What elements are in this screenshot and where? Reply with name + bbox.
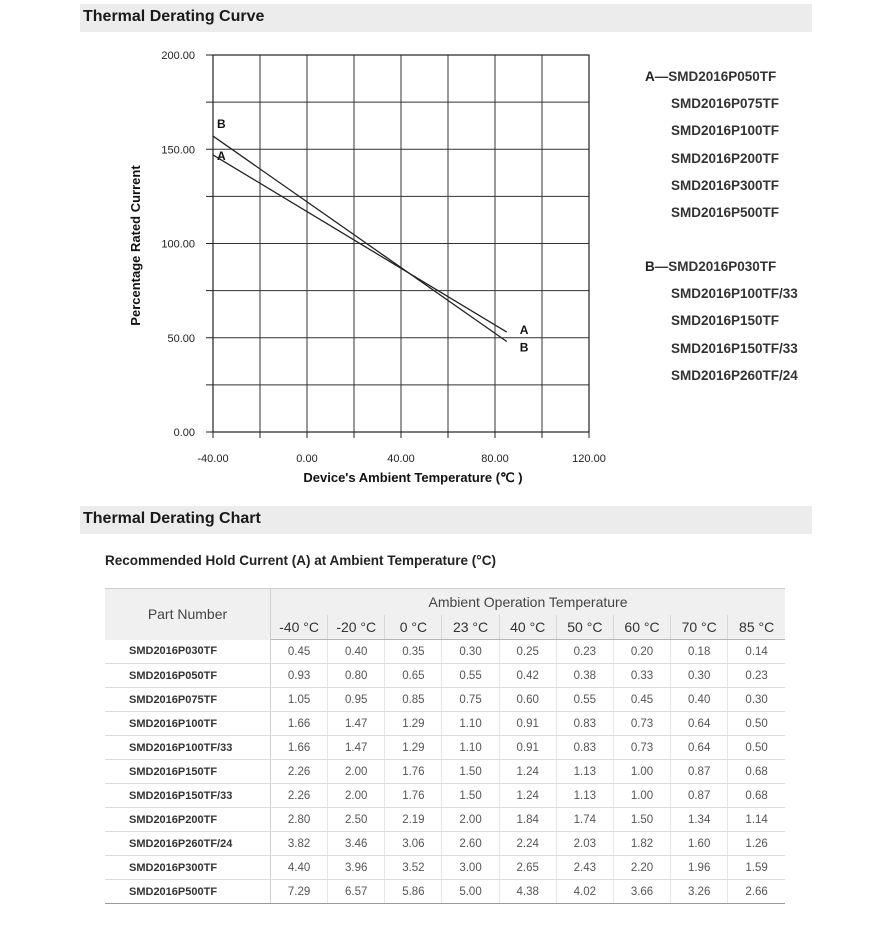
hold-current-cell: 2.00 bbox=[442, 808, 499, 832]
hold-current-cell: 0.87 bbox=[671, 784, 728, 808]
hold-current-cell: 0.40 bbox=[671, 688, 728, 712]
table-row bbox=[105, 688, 785, 712]
hold-current-cell: 1.24 bbox=[499, 760, 556, 784]
x-tick-label: -40.00 bbox=[197, 453, 229, 465]
part-number-cell: SMD2016P500TF bbox=[105, 880, 271, 904]
hold-current-cell: 0.73 bbox=[613, 736, 670, 760]
hold-current-cell: 0.68 bbox=[728, 784, 785, 808]
part-number-cell: SMD2016P100TF/33 bbox=[105, 736, 271, 760]
series-label-start: A bbox=[217, 148, 226, 163]
hold-current-cell: 1.26 bbox=[728, 832, 785, 856]
hold-current-cell: 0.80 bbox=[328, 664, 385, 688]
hold-current-cell: 0.75 bbox=[442, 688, 499, 712]
x-tick-label: 40.00 bbox=[387, 453, 415, 465]
hold-current-cell: 0.20 bbox=[613, 640, 670, 664]
x-tick-label: 80.00 bbox=[481, 453, 509, 465]
hold-current-cell: 3.06 bbox=[385, 832, 442, 856]
hold-current-cell: 0.42 bbox=[499, 664, 556, 688]
hold-current-cell: 2.65 bbox=[499, 856, 556, 880]
hold-current-cell: 1.50 bbox=[613, 808, 670, 832]
series-line-b bbox=[213, 136, 507, 341]
hold-current-cell: 1.60 bbox=[671, 832, 728, 856]
legend-part-number: SMD2016P100TF bbox=[671, 123, 780, 139]
part-number-cell: SMD2016P260TF/24 bbox=[105, 832, 271, 856]
hold-current-cell: 0.91 bbox=[499, 712, 556, 736]
series-label-start: B bbox=[217, 117, 226, 132]
hold-current-cell: 0.50 bbox=[728, 712, 785, 736]
part-number-cell: SMD2016P030TF bbox=[105, 640, 271, 664]
table-header-row bbox=[105, 589, 785, 616]
hold-current-cell: 1.66 bbox=[271, 712, 328, 736]
legend-part-number: SMD2016P500TF bbox=[671, 205, 780, 220]
hold-current-cell: 4.02 bbox=[556, 880, 613, 904]
hold-current-cell: 1.10 bbox=[442, 712, 499, 736]
hold-current-cell: 1.50 bbox=[442, 760, 499, 784]
temperature-column-header: 85 °C bbox=[728, 615, 785, 640]
hold-current-cell: 3.66 bbox=[613, 880, 670, 904]
hold-current-cell: 5.86 bbox=[385, 880, 442, 904]
hold-current-cell: 0.30 bbox=[442, 640, 499, 664]
hold-current-cell: 0.83 bbox=[556, 712, 613, 736]
hold-current-cell: 0.55 bbox=[556, 688, 613, 712]
hold-current-cell: 2.66 bbox=[728, 880, 785, 904]
hold-current-cell: 1.76 bbox=[385, 784, 442, 808]
part-number-cell: SMD2016P150TF/33 bbox=[105, 784, 271, 808]
hold-current-cell: 1.00 bbox=[613, 760, 670, 784]
hold-current-cell: 1.50 bbox=[442, 784, 499, 808]
legend-item bbox=[671, 341, 798, 356]
legend-item bbox=[671, 313, 779, 328]
legend-item bbox=[671, 205, 779, 220]
legend-item bbox=[671, 151, 779, 166]
table-row bbox=[105, 640, 785, 664]
legend-part-number: SMD2016P100TF/33 bbox=[671, 286, 798, 302]
ambient-temperature-header: Ambient Operation Temperature bbox=[271, 589, 786, 616]
part-number-cell: SMD2016P200TF bbox=[105, 808, 271, 832]
hold-current-cell: 0.83 bbox=[556, 736, 613, 760]
hold-current-cell: 0.23 bbox=[556, 640, 613, 664]
part-number-cell: SMD2016P050TF bbox=[105, 664, 271, 688]
temperature-column-header: 60 °C bbox=[613, 615, 670, 640]
hold-current-cell: 2.20 bbox=[613, 856, 670, 880]
table-row bbox=[105, 712, 785, 736]
legend-part-number: SMD2016P300TF bbox=[671, 177, 780, 193]
legend-item bbox=[671, 96, 779, 111]
table-row bbox=[105, 736, 785, 760]
temperature-column-header: 0 °C bbox=[385, 615, 442, 640]
hold-current-cell: 3.52 bbox=[385, 856, 442, 880]
hold-current-cell: 1.34 bbox=[671, 808, 728, 832]
y-tick-label: 50.00 bbox=[167, 332, 195, 345]
hold-current-cell: 0.85 bbox=[385, 688, 442, 712]
table-row bbox=[105, 856, 785, 880]
hold-current-cell: 0.93 bbox=[271, 664, 328, 688]
legend-item bbox=[671, 123, 779, 138]
hold-current-cell: 4.38 bbox=[499, 880, 556, 904]
hold-current-cell: 2.80 bbox=[271, 808, 328, 832]
part-number-cell: SMD2016P300TF bbox=[105, 856, 271, 880]
legend-part-number: SMD2016P050TF bbox=[668, 69, 777, 84]
temperature-column-header: 70 °C bbox=[671, 615, 728, 640]
part-number-cell: SMD2016P100TF bbox=[105, 712, 271, 736]
hold-current-cell: 1.29 bbox=[385, 736, 442, 760]
table-row bbox=[105, 760, 785, 784]
hold-current-cell: 0.73 bbox=[613, 712, 670, 736]
hold-current-cell: 0.64 bbox=[671, 736, 728, 760]
hold-current-cell: 2.26 bbox=[271, 760, 328, 784]
section-header-chart bbox=[80, 506, 812, 534]
y-tick-label: 150.00 bbox=[161, 144, 195, 157]
legend-part-number: SMD2016P150TF bbox=[671, 313, 780, 329]
hold-current-cell: 1.66 bbox=[271, 736, 328, 760]
temperature-column-header: 50 °C bbox=[556, 615, 613, 640]
section-title-chart: Thermal Derating Chart bbox=[83, 510, 261, 527]
hold-current-cell: 6.57 bbox=[328, 880, 385, 904]
hold-current-cell: 2.03 bbox=[556, 832, 613, 856]
legend-item bbox=[671, 368, 798, 383]
hold-current-cell: 1.84 bbox=[499, 808, 556, 832]
hold-current-cell: 0.68 bbox=[728, 760, 785, 784]
table-body bbox=[105, 640, 785, 904]
hold-current-cell: 3.46 bbox=[328, 832, 385, 856]
hold-current-cell: 1.10 bbox=[442, 736, 499, 760]
table-row bbox=[105, 664, 785, 688]
x-tick-label: 0.00 bbox=[296, 453, 318, 465]
x-tick-label: 120.00 bbox=[572, 453, 606, 465]
legend-item bbox=[671, 286, 798, 301]
part-number-header: Part Number bbox=[105, 589, 271, 640]
hold-current-cell: 1.24 bbox=[499, 784, 556, 808]
y-tick-label: 0.00 bbox=[173, 427, 195, 439]
table-row bbox=[105, 808, 785, 832]
hold-current-cell: 0.65 bbox=[385, 664, 442, 688]
hold-current-cell: 0.55 bbox=[442, 664, 499, 688]
hold-current-cell: 2.43 bbox=[556, 856, 613, 880]
x-axis-title: Device's Ambient Temperature (℃ ) bbox=[303, 470, 523, 485]
hold-current-cell: 2.26 bbox=[271, 784, 328, 808]
legend-group-letter: A bbox=[645, 69, 655, 84]
hold-current-cell: 0.23 bbox=[728, 664, 785, 688]
hold-current-cell: 7.29 bbox=[271, 880, 328, 904]
y-tick-label: 100.00 bbox=[161, 238, 195, 251]
temperature-column-header: -40 °C bbox=[271, 615, 328, 640]
hold-current-cell: 3.96 bbox=[328, 856, 385, 880]
table-row bbox=[105, 880, 785, 904]
hold-current-cell: 2.00 bbox=[328, 760, 385, 784]
hold-current-cell: 2.00 bbox=[328, 784, 385, 808]
hold-current-cell: 0.64 bbox=[671, 712, 728, 736]
hold-current-cell: 0.25 bbox=[499, 640, 556, 664]
hold-current-cell: 0.30 bbox=[671, 664, 728, 688]
hold-current-cell: 2.19 bbox=[385, 808, 442, 832]
hold-current-cell: 0.38 bbox=[556, 664, 613, 688]
hold-current-cell: 1.14 bbox=[728, 808, 785, 832]
temperature-column-header: 23 °C bbox=[442, 615, 499, 640]
table-row bbox=[105, 832, 785, 856]
hold-current-cell: 0.91 bbox=[499, 736, 556, 760]
hold-current-cell: 3.26 bbox=[671, 880, 728, 904]
hold-current-cell: 1.05 bbox=[271, 688, 328, 712]
hold-current-cell: 1.47 bbox=[328, 712, 385, 736]
hold-current-cell: 0.95 bbox=[328, 688, 385, 712]
hold-current-cell: 2.60 bbox=[442, 832, 499, 856]
hold-current-cell: 0.14 bbox=[728, 640, 785, 664]
hold-current-cell: 1.13 bbox=[556, 784, 613, 808]
legend-item bbox=[671, 178, 779, 193]
hold-current-cell: 1.96 bbox=[671, 856, 728, 880]
part-number-cell: SMD2016P150TF bbox=[105, 760, 271, 784]
hold-current-cell: 3.82 bbox=[271, 832, 328, 856]
hold-current-cell: 1.76 bbox=[385, 760, 442, 784]
hold-current-cell: 0.35 bbox=[385, 640, 442, 664]
temperature-column-header: -20 °C bbox=[328, 615, 385, 640]
series-label-end: A bbox=[519, 323, 529, 338]
hold-current-table bbox=[105, 588, 785, 904]
hold-current-cell: 1.13 bbox=[556, 760, 613, 784]
table-row bbox=[105, 784, 785, 808]
legend-part-number: SMD2016P030TF bbox=[668, 259, 777, 274]
hold-current-cell: 0.45 bbox=[613, 688, 670, 712]
hold-current-cell: 0.87 bbox=[671, 760, 728, 784]
section-title-curve: Thermal Derating Curve bbox=[83, 8, 265, 25]
hold-current-cell: 0.33 bbox=[613, 664, 670, 688]
legend-item bbox=[645, 259, 776, 274]
part-number-cell: SMD2016P075TF bbox=[105, 688, 271, 712]
legend-part-number: SMD2016P150TF/33 bbox=[671, 340, 798, 356]
legend-part-number: SMD2016P200TF bbox=[671, 150, 780, 166]
hold-current-cell: 1.47 bbox=[328, 736, 385, 760]
hold-current-cell: 0.40 bbox=[328, 640, 385, 664]
hold-current-cell: 1.00 bbox=[613, 784, 670, 808]
legend-item bbox=[645, 69, 776, 84]
y-axis-title: Percentage Rated Current bbox=[128, 165, 143, 326]
legend-dash: — bbox=[654, 69, 669, 84]
legend-part-number: SMD2016P260TF/24 bbox=[671, 367, 798, 383]
legend-part-number: SMD2016P075TF bbox=[671, 96, 780, 112]
hold-current-cell: 0.30 bbox=[728, 688, 785, 712]
hold-current-cell: 2.50 bbox=[328, 808, 385, 832]
hold-current-cell: 1.59 bbox=[728, 856, 785, 880]
table-subtitle: Recommended Hold Current (A) at Ambient Temperature (°C) bbox=[105, 553, 496, 568]
hold-current-cell: 0.18 bbox=[671, 640, 728, 664]
hold-current-cell: 1.82 bbox=[613, 832, 670, 856]
hold-current-cell: 4.40 bbox=[271, 856, 328, 880]
hold-current-cell: 1.74 bbox=[556, 808, 613, 832]
hold-current-cell: 3.00 bbox=[442, 856, 499, 880]
hold-current-cell: 2.24 bbox=[499, 832, 556, 856]
series-label-end: B bbox=[519, 340, 529, 355]
hold-current-cell: 0.45 bbox=[271, 640, 328, 664]
legend-dash: — bbox=[654, 259, 669, 274]
temperature-column-header: 40 °C bbox=[499, 615, 556, 640]
hold-current-cell: 0.60 bbox=[499, 688, 556, 712]
legend-group-letter: B bbox=[645, 259, 655, 274]
hold-current-cell: 1.29 bbox=[385, 712, 442, 736]
hold-current-cell: 0.50 bbox=[728, 736, 785, 760]
hold-current-cell: 5.00 bbox=[442, 880, 499, 904]
y-tick-label: 200.00 bbox=[161, 50, 195, 62]
